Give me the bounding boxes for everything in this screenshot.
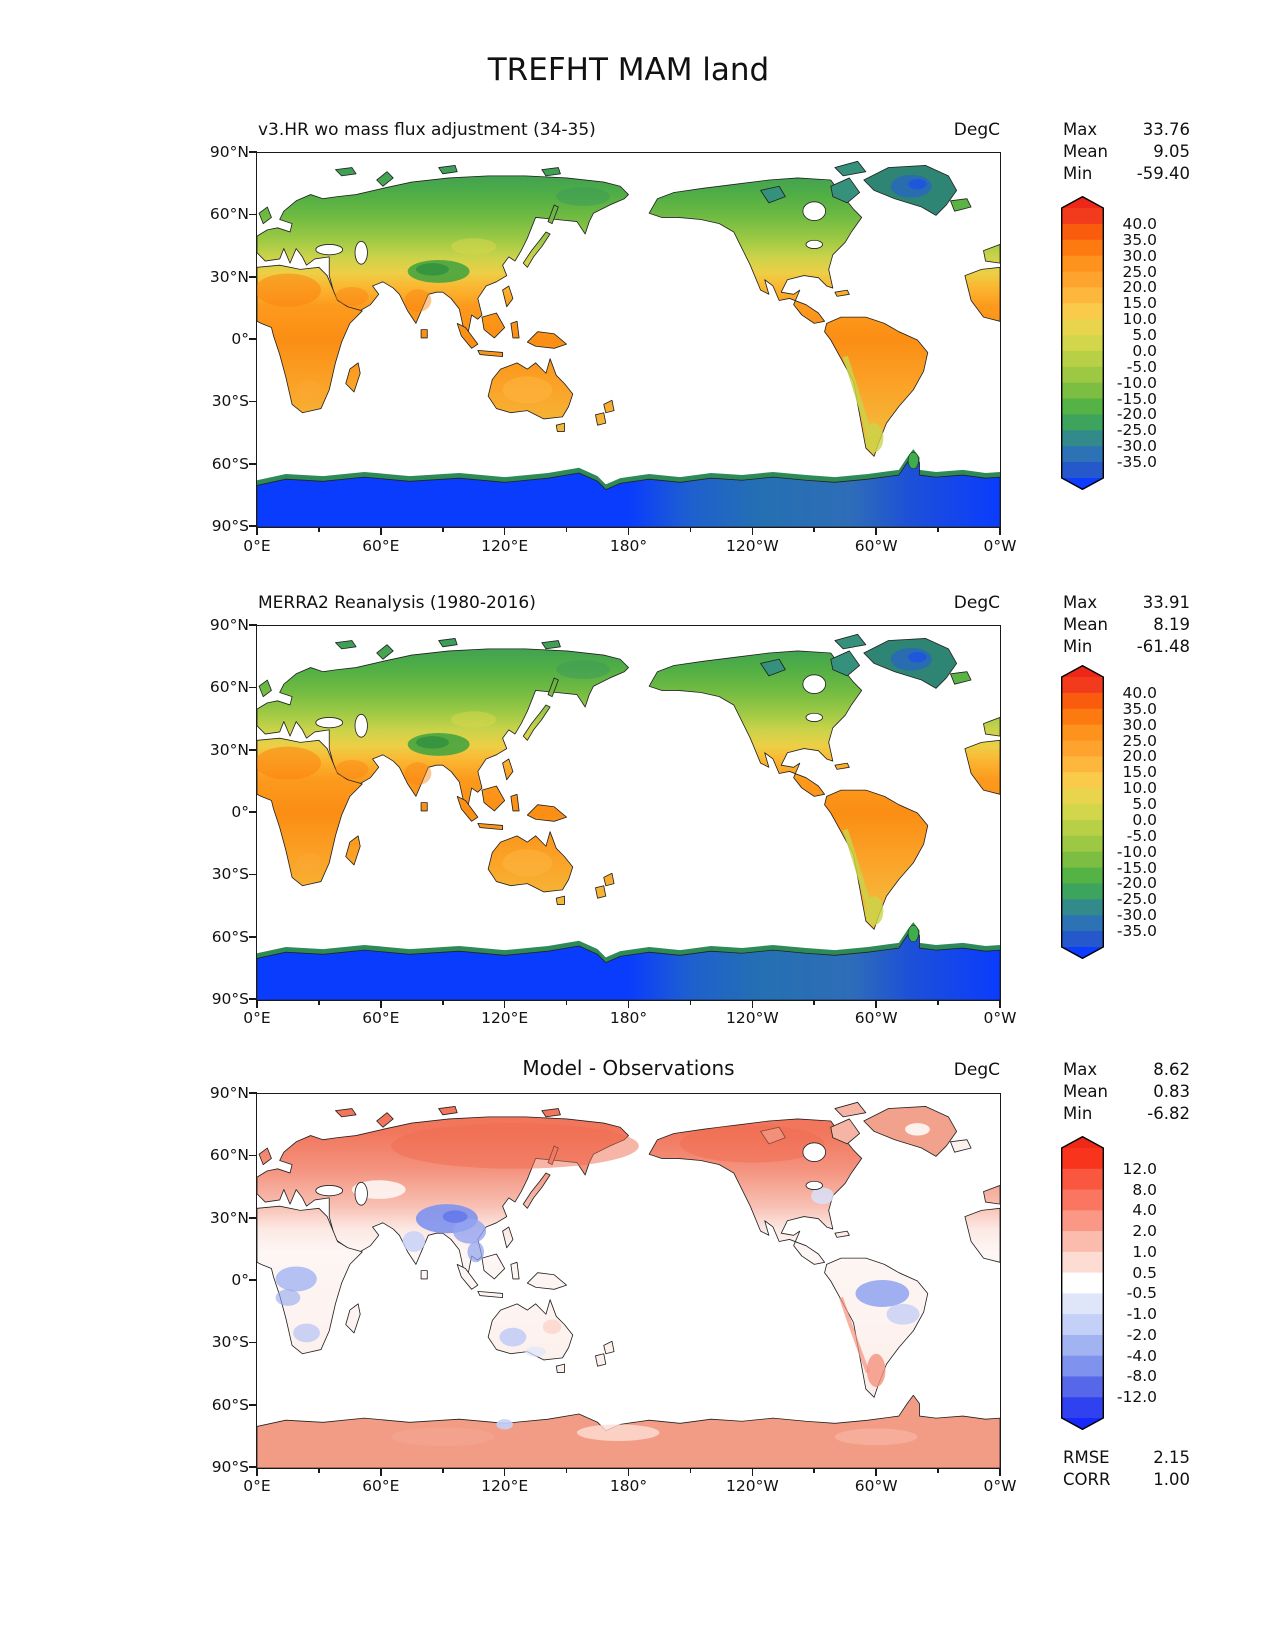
x-axis-tick-label: 120°E: [481, 1477, 529, 1495]
stat-label: CORR: [1063, 1470, 1111, 1489]
y-axis-tick-label: 60°N: [209, 205, 249, 224]
stats-block: [1063, 119, 1190, 185]
colorbar-tick-label: 10.0: [1122, 779, 1157, 798]
colorbar-tick-label: -25.0: [1116, 421, 1157, 440]
x-axis-minor-tick: [690, 528, 692, 532]
colorbar-tick-label: 20.0: [1122, 747, 1157, 766]
map-model: [256, 152, 1001, 528]
stats-block: [1063, 592, 1190, 658]
stat-value: -59.40: [1136, 164, 1190, 183]
panel-title: Model - Observations: [522, 1056, 735, 1080]
colorbar-tick-label: 4.0: [1132, 1201, 1157, 1220]
x-axis-tick: [380, 1001, 382, 1008]
x-axis-tick: [752, 1469, 754, 1476]
y-axis-tick: [249, 401, 257, 403]
panel-title: v3.HR wo mass flux adjustment (34-35): [258, 120, 596, 140]
colorbar-tick-label: 0.0: [1132, 810, 1157, 829]
y-axis-tick-label: 30°N: [209, 267, 249, 286]
x-axis-tick: [999, 1469, 1001, 1476]
unit-label: DegC: [953, 120, 1000, 140]
x-axis-tick-label: 0°W: [983, 537, 1017, 555]
y-axis-tick-label: 60°S: [211, 927, 249, 946]
colorbar-tick-label: -5.0: [1126, 357, 1157, 376]
y-axis-tick: [249, 1279, 257, 1281]
y-axis-tick: [249, 1217, 257, 1219]
colorbar-tick-label: 10.0: [1122, 310, 1157, 329]
y-axis-tick: [249, 151, 257, 153]
y-axis-tick: [249, 463, 257, 465]
y-axis-tick: [249, 998, 257, 1000]
stat-label: Max: [1063, 593, 1098, 612]
x-axis-tick-label: 0°W: [983, 1477, 1017, 1495]
colorbar-tick-label: -15.0: [1116, 858, 1157, 877]
colorbar-tick-label: 20.0: [1122, 278, 1157, 297]
stat-label: Min: [1063, 164, 1093, 183]
y-axis-tick-label: 90°S: [211, 990, 249, 1008]
y-axis-tick: [249, 338, 257, 340]
colorbar-tick-label: 25.0: [1122, 262, 1157, 281]
x-axis-minor-tick: [813, 1001, 815, 1005]
x-axis-tick: [628, 1001, 630, 1008]
panel-title: MERRA2 Reanalysis (1980-2016): [258, 593, 536, 613]
y-axis-tick-label: 0°: [231, 1271, 249, 1289]
y-axis-tick-label: 30°N: [209, 740, 249, 759]
x-axis-tick: [256, 528, 258, 535]
y-axis-tick: [249, 811, 257, 813]
x-axis-tick: [875, 1469, 877, 1476]
x-axis-tick-label: 180°: [609, 537, 648, 555]
x-axis-tick: [256, 1469, 258, 1476]
colorbar: [1061, 665, 1104, 963]
x-axis-tick: [999, 1001, 1001, 1008]
x-axis-minor-tick: [813, 528, 815, 532]
colorbar-tick-label: -30.0: [1116, 437, 1157, 456]
colorbar-tick-label: -12.0: [1116, 1388, 1157, 1407]
x-axis-tick-label: 60°W: [854, 1477, 898, 1495]
y-axis-tick-label: 90°N: [209, 143, 249, 161]
colorbar-tick-label: 2.0: [1132, 1222, 1157, 1241]
colorbar-tick-label: 0.5: [1132, 1263, 1157, 1282]
x-axis-tick-label: 0°E: [243, 537, 271, 555]
x-axis-tick: [504, 1001, 506, 1008]
y-axis-tick: [249, 1466, 257, 1468]
x-axis-tick: [999, 528, 1001, 535]
y-axis-tick-label: 60°S: [211, 1395, 249, 1414]
x-axis-tick-label: 120°W: [725, 1009, 779, 1027]
y-axis-tick-label: 60°S: [211, 454, 249, 473]
y-axis-tick: [249, 624, 257, 626]
x-axis-minor-tick: [566, 1001, 568, 1005]
colorbar-tick-label: 15.0: [1122, 294, 1157, 313]
stat-label: Min: [1063, 1104, 1093, 1123]
colorbar-tick-label: 0.0: [1132, 341, 1157, 360]
figure-title: TREFHT MAM land: [487, 52, 770, 88]
stat-value: 9.05: [1153, 142, 1190, 161]
x-axis-minor-tick: [566, 528, 568, 532]
colorbar-tick-label: -1.0: [1126, 1305, 1157, 1324]
score-block: [1063, 1447, 1190, 1491]
x-axis-minor-tick: [937, 528, 939, 532]
y-axis-tick-label: 30°N: [209, 1208, 249, 1227]
colorbar-tick-label: 25.0: [1122, 731, 1157, 750]
y-axis-tick-label: 30°S: [211, 865, 249, 884]
x-axis-tick-label: 60°E: [362, 1009, 400, 1027]
x-axis-minor-tick: [566, 1469, 568, 1473]
colorbar-svg: [1061, 665, 1104, 959]
stat-value: 33.76: [1142, 120, 1190, 139]
x-axis-minor-tick: [442, 1001, 444, 1005]
colorbar-tick-label: -20.0: [1116, 405, 1157, 424]
stat-label: Min: [1063, 637, 1093, 656]
stat-label: RMSE: [1063, 1448, 1110, 1467]
colorbar-tick-label: 5.0: [1132, 326, 1157, 345]
x-axis-minor-tick: [937, 1001, 939, 1005]
colorbar-tick-label: 15.0: [1122, 763, 1157, 782]
colorbar-svg: [1061, 1136, 1104, 1430]
y-axis-tick-label: 60°N: [209, 1146, 249, 1165]
colorbar-tick-label: -2.0: [1126, 1325, 1157, 1344]
x-axis-tick: [875, 528, 877, 535]
x-axis-tick-label: 0°E: [243, 1477, 271, 1495]
y-axis-tick: [249, 214, 257, 216]
x-axis-tick-label: 60°E: [362, 537, 400, 555]
x-axis-tick: [752, 528, 754, 535]
x-axis-tick: [875, 1001, 877, 1008]
x-axis-tick-label: 180°: [609, 1009, 648, 1027]
y-axis-tick-label: 90°S: [211, 1458, 249, 1476]
x-axis-minor-tick: [318, 1469, 320, 1473]
colorbar-tick-label: 12.0: [1122, 1159, 1157, 1178]
x-axis-tick-label: 120°E: [481, 537, 529, 555]
y-axis-tick: [249, 525, 257, 527]
y-axis-tick: [249, 276, 257, 278]
y-axis-tick: [249, 1404, 257, 1406]
x-axis-minor-tick: [442, 1469, 444, 1473]
x-axis-minor-tick: [690, 1469, 692, 1473]
stat-label: Mean: [1063, 615, 1108, 634]
stat-value: 0.83: [1153, 1082, 1190, 1101]
x-axis-tick-label: 60°E: [362, 1477, 400, 1495]
map-difference-svg: [257, 1094, 1000, 1468]
colorbar-tick-label: -35.0: [1116, 453, 1157, 472]
x-axis-tick: [380, 528, 382, 535]
x-axis-tick-label: 120°W: [725, 537, 779, 555]
colorbar-tick-label: 5.0: [1132, 795, 1157, 814]
colorbar-tick-label: 40.0: [1122, 683, 1157, 702]
stat-label: Mean: [1063, 142, 1108, 161]
x-axis-tick-label: 60°W: [854, 1009, 898, 1027]
y-axis-tick: [249, 874, 257, 876]
colorbar-tick-label: 30.0: [1122, 246, 1157, 265]
x-axis-tick-label: 60°W: [854, 537, 898, 555]
x-axis-minor-tick: [937, 1469, 939, 1473]
colorbar-tick-label: 1.0: [1132, 1242, 1157, 1261]
x-axis-tick: [504, 528, 506, 535]
x-axis-minor-tick: [690, 1001, 692, 1005]
stat-value: -6.82: [1147, 1104, 1190, 1123]
colorbar-tick-label: 35.0: [1122, 699, 1157, 718]
stat-value: 8.62: [1153, 1060, 1190, 1079]
x-axis-tick-label: 180°: [609, 1477, 648, 1495]
colorbar-tick-label: 8.0: [1132, 1180, 1157, 1199]
colorbar-tick-label: -4.0: [1126, 1346, 1157, 1365]
colorbar-tick-label: 40.0: [1122, 214, 1157, 233]
colorbar-tick-label: -15.0: [1116, 389, 1157, 408]
colorbar-tick-label: -8.0: [1126, 1367, 1157, 1386]
x-axis-tick-label: 120°W: [725, 1477, 779, 1495]
x-axis-tick: [380, 1469, 382, 1476]
x-axis-minor-tick: [813, 1469, 815, 1473]
x-axis-minor-tick: [318, 1001, 320, 1005]
x-axis-tick-label: 0°E: [243, 1009, 271, 1027]
colorbar-svg: [1061, 196, 1104, 490]
unit-label: DegC: [953, 1060, 1000, 1080]
y-axis-tick: [249, 1155, 257, 1157]
x-axis-tick-label: 120°E: [481, 1009, 529, 1027]
stat-value: 33.91: [1142, 593, 1190, 612]
colorbar: [1061, 1136, 1104, 1434]
colorbar-tick-label: -20.0: [1116, 874, 1157, 893]
stat-label: Max: [1063, 1060, 1098, 1079]
stat-value: 1.00: [1153, 1470, 1190, 1489]
y-axis-tick: [249, 1342, 257, 1344]
unit-label: DegC: [953, 593, 1000, 613]
map-reanalysis: [256, 625, 1001, 1001]
y-axis-tick-label: 0°: [231, 803, 249, 821]
x-axis-tick: [504, 1469, 506, 1476]
x-axis-tick: [752, 1001, 754, 1008]
stats-block: [1063, 1059, 1190, 1125]
stat-value: 2.15: [1153, 1448, 1190, 1467]
y-axis-tick-label: 90°N: [209, 1084, 249, 1102]
stat-label: Max: [1063, 120, 1098, 139]
x-axis-tick: [628, 1469, 630, 1476]
x-axis-tick: [628, 528, 630, 535]
y-axis-tick: [249, 936, 257, 938]
y-axis-tick-label: 30°S: [211, 1333, 249, 1352]
colorbar-tick-label: -35.0: [1116, 922, 1157, 941]
x-axis-minor-tick: [442, 528, 444, 532]
y-axis-tick: [249, 1092, 257, 1094]
x-axis-tick: [256, 1001, 258, 1008]
colorbar-tick-label: -0.5: [1126, 1284, 1157, 1303]
x-axis-tick-label: 0°W: [983, 1009, 1017, 1027]
colorbar-tick-label: 35.0: [1122, 230, 1157, 249]
colorbar-tick-label: -10.0: [1116, 373, 1157, 392]
colorbar: [1061, 196, 1104, 494]
stat-value: 8.19: [1153, 615, 1190, 634]
y-axis-tick-label: 90°S: [211, 517, 249, 535]
colorbar-tick-label: 30.0: [1122, 715, 1157, 734]
map-difference: [256, 1093, 1001, 1469]
stat-value: -61.48: [1136, 637, 1190, 656]
y-axis-tick-label: 60°N: [209, 678, 249, 697]
y-axis-tick-label: 0°: [231, 330, 249, 348]
x-axis-minor-tick: [318, 528, 320, 532]
stat-label: Mean: [1063, 1082, 1108, 1101]
y-axis-tick: [249, 687, 257, 689]
map-reanalysis-svg: [257, 626, 1000, 1000]
colorbar-tick-label: -30.0: [1116, 906, 1157, 925]
y-axis-tick-label: 90°N: [209, 616, 249, 634]
colorbar-tick-label: -5.0: [1126, 826, 1157, 845]
colorbar-tick-label: -25.0: [1116, 890, 1157, 909]
y-axis-tick-label: 30°S: [211, 392, 249, 411]
y-axis-tick: [249, 749, 257, 751]
map-model-svg: [257, 153, 1000, 527]
colorbar-tick-label: -10.0: [1116, 842, 1157, 861]
